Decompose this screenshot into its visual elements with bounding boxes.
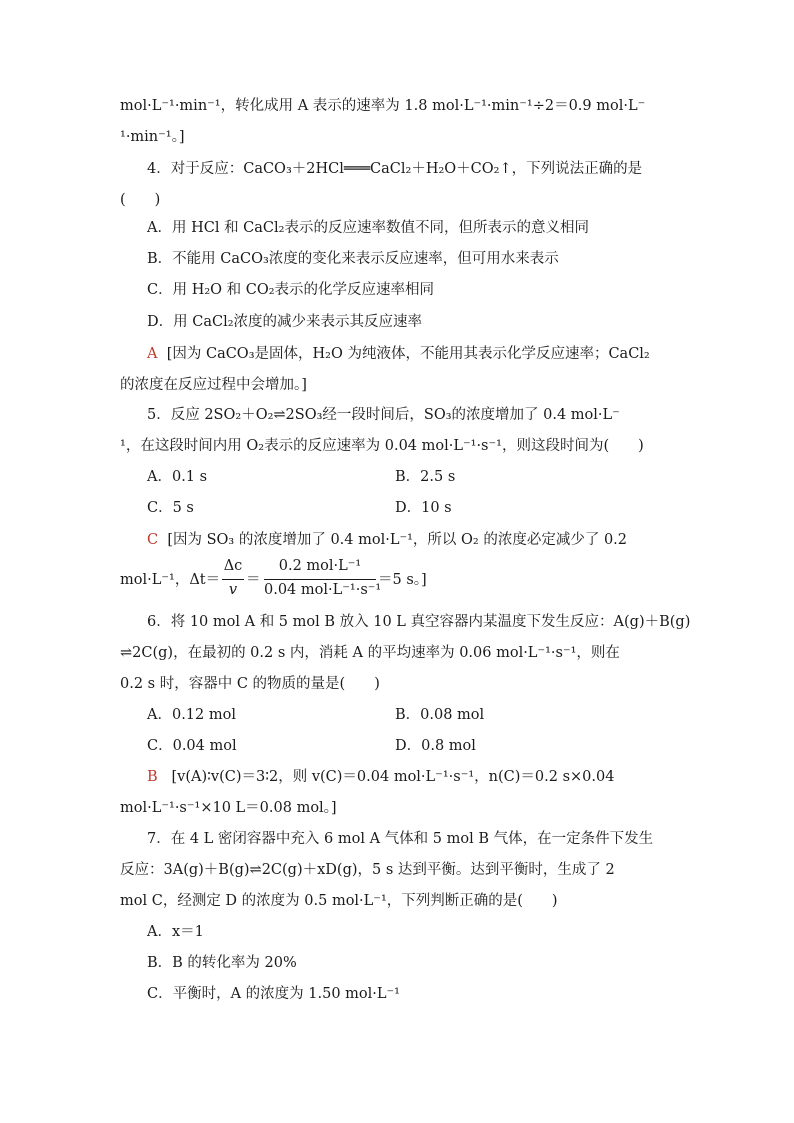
fraction-bar: [264, 579, 376, 580]
fraction-dc-over-v: [222, 558, 244, 602]
question-5: 5．反应 2SO₂＋O₂⇌2SO₃经一段时间后，SO₃的浓度增加了 0.4 mol·L⁻: [147, 407, 620, 423]
answer-letter: B: [147, 769, 158, 785]
fraction-denominator: v: [228, 582, 238, 598]
q4-option-b: B．不能用 CaCO₃浓度的变化来表示反应速率，但可用水来表示: [147, 251, 559, 267]
fraction-numerator: 0.2 mol·L⁻¹: [278, 558, 362, 574]
answer-5-formula-prefix: mol·L⁻¹，Δt＝: [120, 572, 221, 588]
fraction-bar: [222, 579, 244, 580]
q7-option-c: C．平衡时，A 的浓度为 1.50 mol·L⁻¹: [147, 986, 400, 1002]
q5-option-d: D．10 s: [395, 500, 452, 516]
q6-option-d: D．0.8 mol: [395, 738, 476, 754]
fraction-numerator: Δc: [223, 558, 243, 574]
q6-option-b: B．0.08 mol: [395, 707, 485, 723]
answer-6-cont: mol·L⁻¹·s⁻¹×10 L＝0.08 mol。]: [120, 800, 337, 816]
q7-option-a: A．x＝1: [147, 924, 204, 940]
q4-option-d: D．用 CaCl₂浓度的减少来表示其反应速率: [147, 314, 423, 330]
answer-explanation: [v(A)∶v(C)＝3∶2，则 v(C)＝0.04 mol·L⁻¹·s⁻¹，n(C)＝0.2 s×0.04: [171, 769, 615, 785]
q5-option-c: C．5 s: [147, 500, 194, 516]
answer-5-result: ＝5 s。]: [378, 572, 427, 588]
equals-sign: ＝: [246, 572, 261, 588]
answer-4-cont: 的浓度在反应过程中会增加。]: [120, 377, 307, 393]
text-line: ¹·min⁻¹。]: [120, 129, 185, 145]
text-line: mol·L⁻¹·min⁻¹，转化成用 A 表示的速率为 1.8 mol·L⁻¹·min⁻¹÷2＝0.9 mol·L⁻: [120, 98, 646, 114]
answer-letter: C: [147, 532, 159, 548]
q6-option-c: C．0.04 mol: [147, 738, 237, 754]
q5-option-a: A．0.1 s: [147, 469, 208, 485]
answer-explanation: [因为 CaCO₃是固体，H₂O 为纯液体，不能用其表示化学反应速率；CaCl₂: [166, 346, 650, 362]
q7-option-b: B．B 的转化率为 20%: [147, 955, 297, 971]
question-7-cont: 反应：3A(g)＋B(g)⇌2C(g)＋xD(g)，5 s 达到平衡。达到平衡时，生成了 2: [120, 862, 615, 878]
question-6: 6．将 10 mol A 和 5 mol B 放入 10 L 真空容器内某温度下发生反应：A(g)＋B(g): [147, 614, 691, 630]
question-4: 4．对于反应：CaCO₃＋2HCl═══CaCl₂＋H₂O＋CO₂↑，下列说法正确的是: [147, 161, 643, 177]
answer-5: [147, 530, 627, 550]
answer-4: [147, 344, 650, 364]
question-4-paren: ( ): [120, 192, 161, 208]
question-6-cont2: 0.2 s 时，容器中 C 的物质的量是( ): [120, 676, 380, 692]
q6-option-a: A．0.12 mol: [147, 707, 236, 723]
question-7-cont2: mol C，经测定 D 的浓度为 0.5 mol·L⁻¹，下列判断正确的是( ): [120, 893, 558, 909]
question-7: 7．在 4 L 密闭容器中充入 6 mol A 气体和 5 mol B 气体，在一定条件下发生: [147, 831, 654, 847]
fraction-denominator: 0.04 mol·L⁻¹·s⁻¹: [264, 582, 382, 598]
q4-option-a: A．用 HCl 和 CaCl₂表示的反应速率数值不同，但所表示的意义相同: [147, 220, 589, 236]
answer-explanation: [因为 SO₃ 的浓度增加了 0.4 mol·L⁻¹，所以 O₂ 的浓度必定减少了 0.2: [167, 532, 628, 548]
answer-6: [147, 767, 614, 787]
fraction-values: [264, 558, 382, 602]
q5-option-b: B．2.5 s: [395, 469, 456, 485]
answer-letter: A: [147, 346, 158, 362]
question-5-cont: ¹，在这段时间内用 O₂表示的反应速率为 0.04 mol·L⁻¹·s⁻¹，则这段时间为( ): [120, 438, 644, 454]
question-6-cont: ⇌2C(g)，在最初的 0.2 s 内，消耗 A 的平均速率为 0.06 mol·L⁻¹·s⁻¹，则在: [120, 645, 620, 661]
q4-option-c: C．用 H₂O 和 CO₂表示的化学反应速率相同: [147, 282, 435, 298]
